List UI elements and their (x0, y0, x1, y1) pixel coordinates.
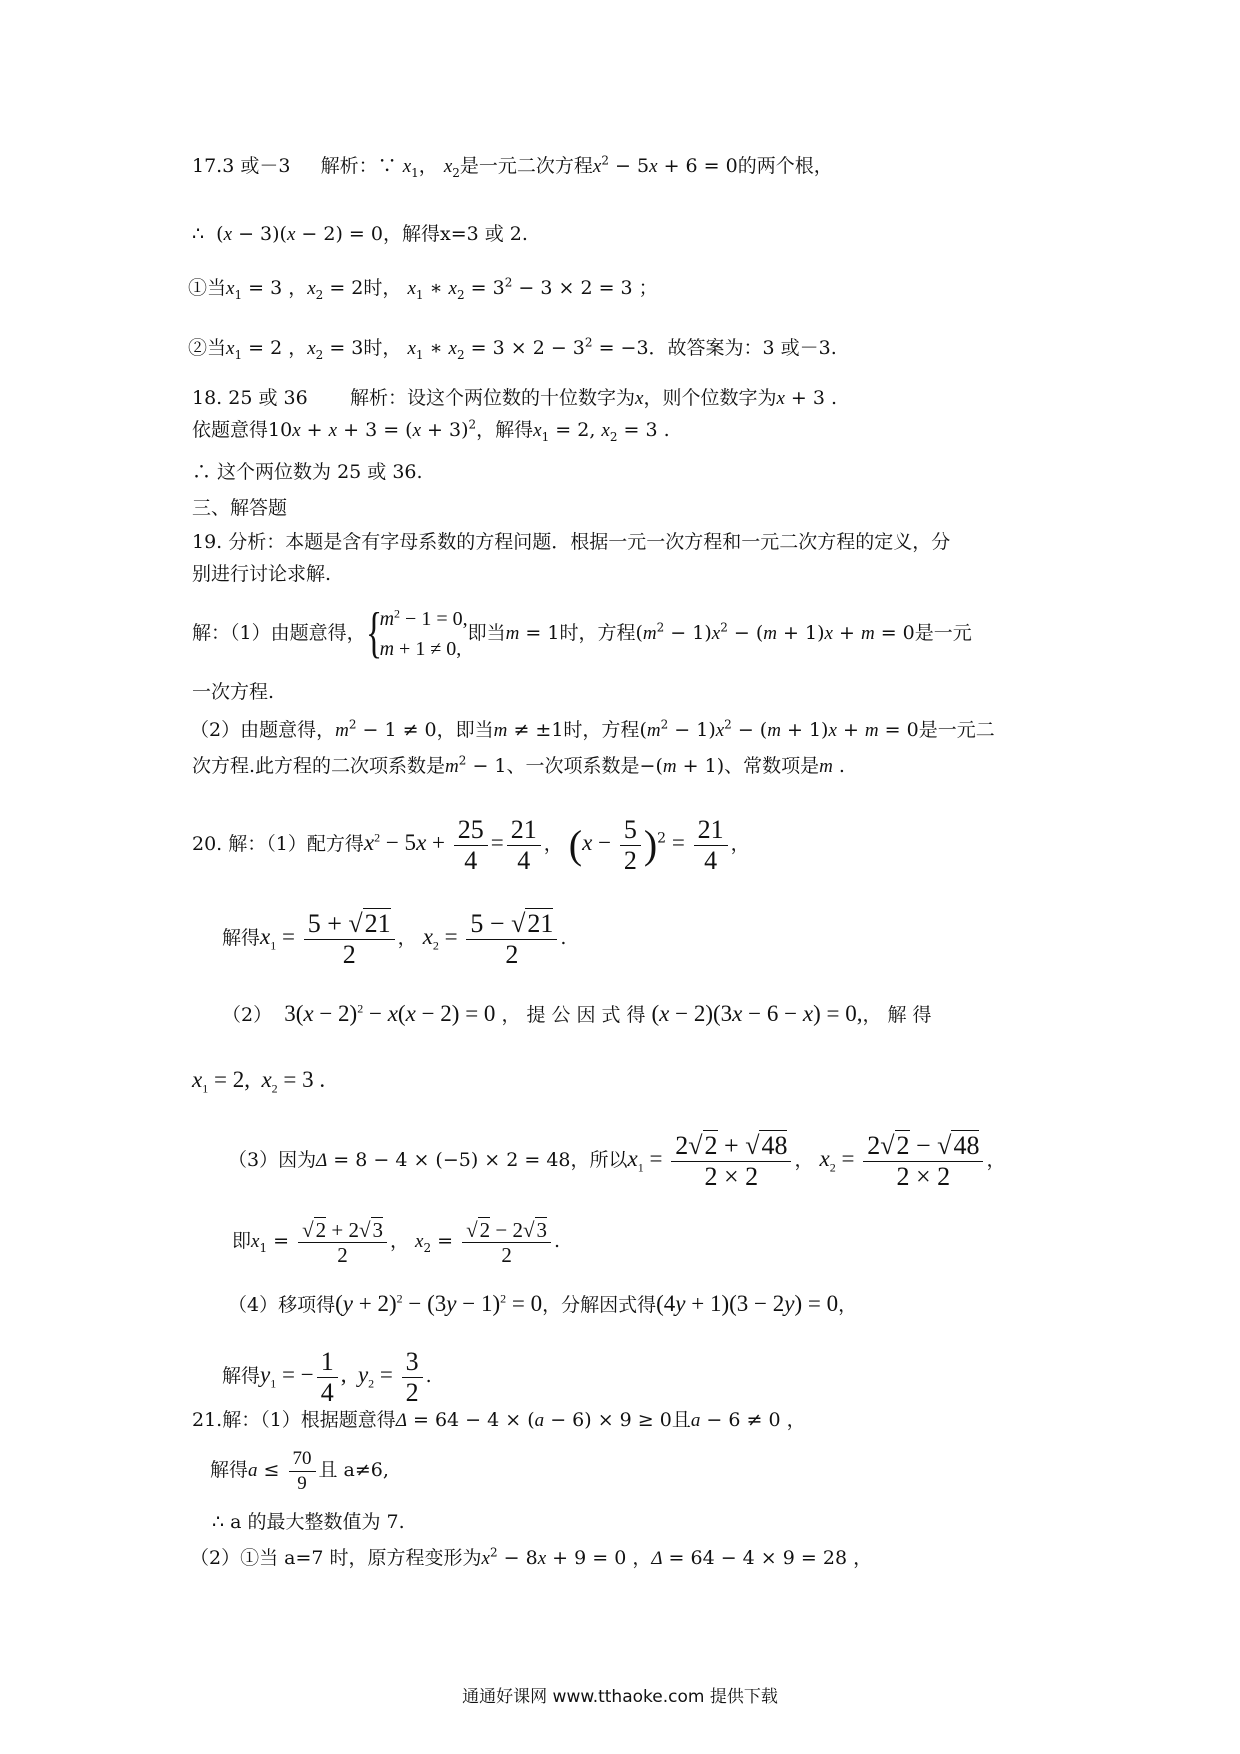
page-footer: 通通好课网 www.tthaoke.com 提供下载 (462, 1687, 778, 1707)
equation-system: { $m^2 - 1 = 0$, m + 1 ≠ 0, (365, 602, 468, 664)
p17-line1: 17.3 或－3 解析：∵ $x_1$， $x_2$是一元二次方程$x^2 - 5x + 6 = 0$的两个根， (192, 153, 833, 180)
p21-line4: （2）①当 a=7 时，原方程变形为$x^2 - 8x + 9 = 0$ ，Δ = 64 − 4 × 9 = 28 ， (190, 1545, 873, 1569)
p17-line4: ②当$x_1 = 2$ ，$x_2 = 3$时， $x_1$ ∗ $x_2 = 3 \times 2 - 3^2 = -3$．故答案为：3 或－3. (188, 335, 837, 362)
p20-part3-simplified: 即$x_1$ = $\frac{√2 + 2√3}{2}$ ， $x_2$ = $\frac{√2 - 2√3}{2}$ . (232, 1217, 561, 1267)
p20-part1: 20. 解：（1）配方得$x^2 - 5x$ + $\frac{25}{4}$ = $\frac{21}{4}$ ， (x − $\frac{5}{2}$ )$^2$ = $\frac{21}{4}$ ， (192, 814, 750, 875)
p19-analysis-2: 别进行讨论求解. (192, 563, 332, 585)
p19-sol2: （2）由题意得，$m^2 - 1 \ne 0$，即当m ≠ ±1时，方程$(m^2 - 1)x^2 - (m + 1)x + m = 0$是一元二 (190, 717, 995, 741)
p17-head: 17.3 或－3 (192, 155, 291, 177)
section-title: 三、解答题 (192, 497, 288, 519)
p21-line1: 21.解：（1）根据题意得Δ = 64 − 4 × (a − 6) × 9 ≥ 0且a − 6 ≠ 0 ， (192, 1409, 806, 1431)
p17-line2: ∴ (x − 3)(x − 2) = 0，解得x=3 或 2. (192, 223, 528, 245)
p19-sol1: 解：（1）由题意得， { $m^2 - 1 = 0$, m + 1 ≠ 0, 即当m = 1时，方程$(m^2 - 1)x^2 - (m + 1)x + m = 0$是一元 (192, 602, 972, 664)
p20-part4-roots: 解得$y_1$ = − $\frac{1}{4}$ , $y_2$ = $\frac{3}{2}$ . (222, 1346, 432, 1407)
p20-part3: （3）因为Δ = 8 − 4 × (−5) × 2 = 48，所以$x_1$ = $\frac{2√2 + √48}{2 \times 2}$ ， $x_2$ = $\frac{2√2 - √48}{2 \times 2}$ ， (228, 1130, 1006, 1191)
p20-part2-roots: $x_1 = 2$, $x_2 = 3$ . (192, 1067, 326, 1096)
p20-part2: （2） $3(x - 2)^2 - x(x - 2) = 0$ ，提公因式得(x − 2)(3x − 6 − x) = 0,，解得 (222, 1001, 938, 1026)
p21-line3: ∴ a 的最大整数值为 7. (212, 1511, 405, 1533)
p20-part4: （4）移项得$(y + 2)^2 - (3y - 1)^2 = 0$，分解因式得(4y + 1)(3 − 2y) = 0， (228, 1291, 858, 1316)
p19-sol1-end: 一次方程. (192, 681, 275, 703)
p19-analysis-1: 19. 分析：本题是含有字母系数的方程问题．根据一元一次方程和一元二次方程的定义，分 (192, 531, 951, 553)
p21-line2: 解得a ≤ $\frac{70}{9}$ 且 a≠6, (210, 1447, 389, 1494)
p18-line2: 依题意得$10x + x + 3 = (x + 3)^2$，解得$x_1 = 2$, $x_2 = 3$ . (192, 417, 670, 444)
p18-line3: ∴ 这个两位数为 25 或 36. (192, 461, 423, 483)
p19-sol2-end: 次方程.此方程的二次项系数是$m^2 - 1$、一次项系数是−(m + 1)、常数项是m . (192, 753, 845, 777)
p17-analysis: 解析：∵ (320, 155, 397, 177)
p17-line3: ①当$x_1 = 3$ ，$x_2 = 2$时， $x_1$ ∗ $x_2 = 3^2 - 3 \times 2 = 3$ ； (188, 275, 658, 302)
p20-part1-roots: 解得$x_1$ = $\frac{5 + √21}{2}$ ， $x_2$ = $\frac{5 - √21}{2}$ . (222, 908, 567, 969)
p18-line1: 18. 25 或 36 解析：设这个两位数的十位数字为x，则个位数字为x + 3 . (192, 387, 838, 409)
